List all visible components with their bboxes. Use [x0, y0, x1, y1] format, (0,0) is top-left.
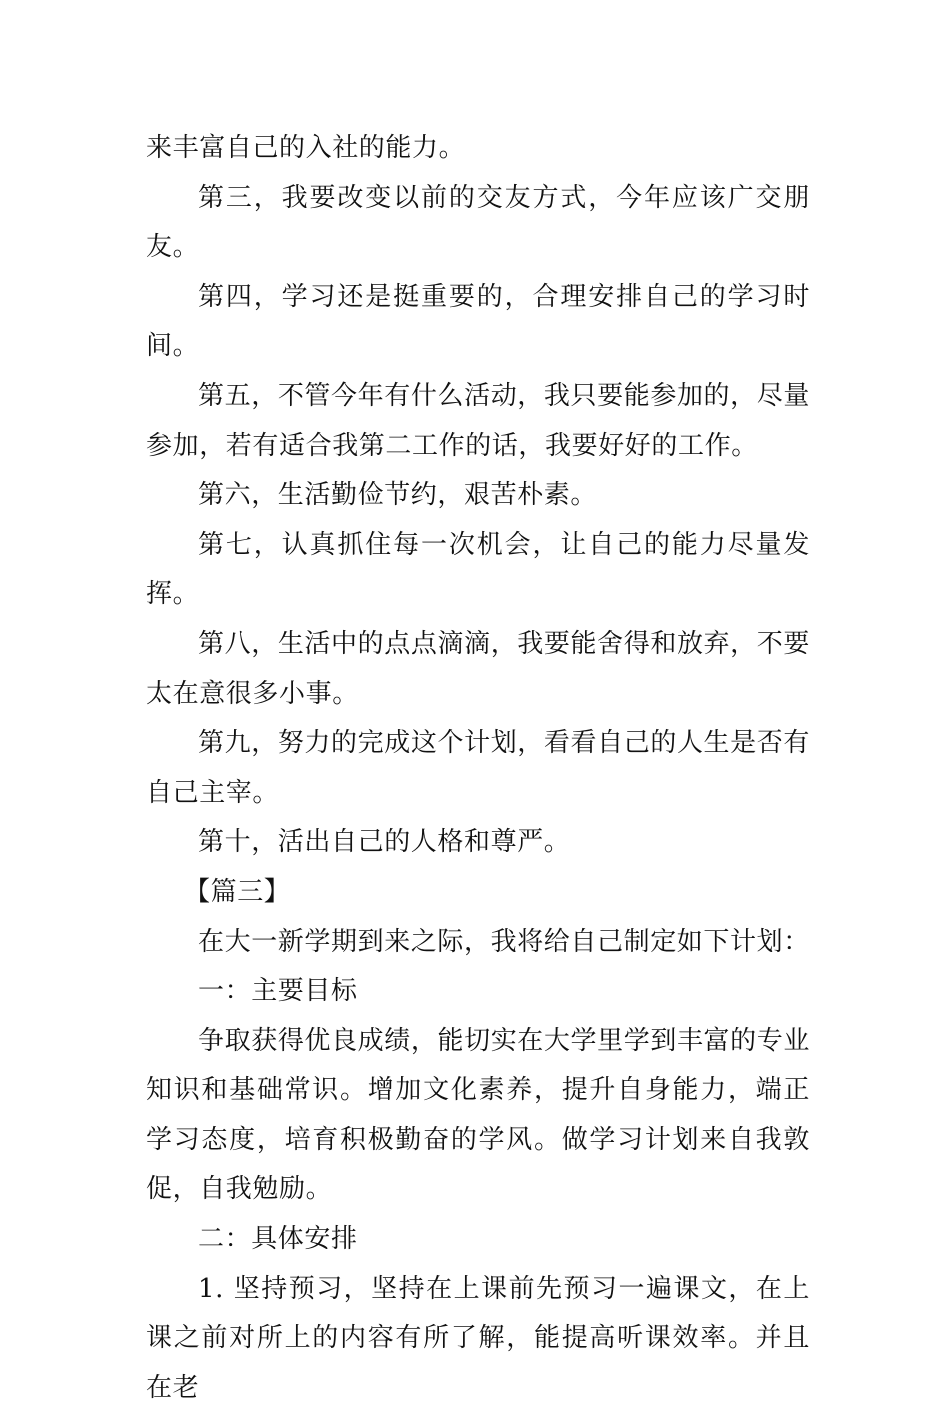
paragraph-third-point: 第三，我要改变以前的交友方式，今年应该广交朋友。 [146, 182, 810, 263]
paragraph-intro: 在大一新学期到来之际，我将给自己制定如下计划： [198, 926, 810, 957]
paragraph-eighth-point: 第八，生活中的点点滴滴，我要能舍得和放弃，不要太在意很多小事。 [146, 628, 810, 709]
subheading-specific-plan: 二：具体安排 [198, 1224, 358, 1255]
document-body [146, 124, 810, 1413]
paragraph-ninth-point: 第九，努力的完成这个计划，看看自己的人生是否有自己主宰。 [146, 728, 810, 808]
subheading-main-goal: 一：主要目标 [198, 976, 358, 1007]
paragraph-tenth-point: 第十，活出自己的人格和尊严。 [198, 827, 571, 858]
paragraph-seventh-point: 第七，认真抓住每一次机会，让自己的能力尽量发挥。 [146, 529, 810, 610]
paragraph-fifth-point: 第五，不管今年有什么活动，我只要能参加的，尽量参加，若有适合我第二工作的话，我要好好的工作。 [146, 380, 810, 461]
paragraph-sixth-point: 第六，生活勤俭节约，艰苦朴素。 [198, 480, 598, 511]
paragraph-main-goal: 争取获得优良成绩，能切实在大学里学到丰富的专业知识和基础常识。增加文化素养，提升自身能力，端正学习态度，培育积极勤奋的学风。做学习计划来自我敦促，自我勉励。 [146, 1025, 810, 1205]
paragraph-plan-item-1: 1. 坚持预习，坚持在上课前先预习一遍课文，在上课之前对所上的内容有所了解，能提高听课效率。并且在老 [146, 1273, 810, 1403]
section-heading: 【篇三】 [184, 876, 291, 907]
paragraph-continuation: 来丰富自己的入社的能力。 [146, 133, 466, 163]
paragraph-fourth-point: 第四，学习还是挺重要的，合理安排自己的学习时间。 [146, 281, 810, 362]
